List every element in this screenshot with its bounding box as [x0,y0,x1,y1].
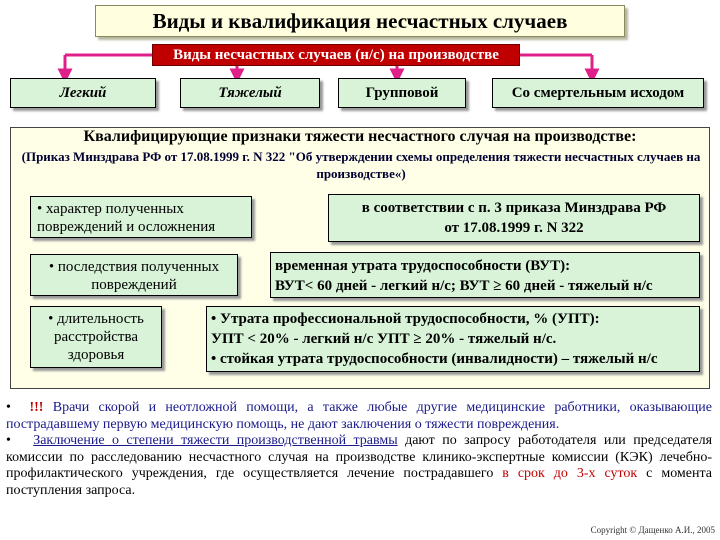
types-header: Виды несчастных случаев (н/с) на производстве [152,44,520,66]
result-line: от 17.08.1999 г. N 322 [444,220,584,236]
note-2-link: Заключение о степени тяжести производственной травмы [33,433,398,448]
criterion-injury-nature-result [328,194,700,242]
note-1-marker: !!! [29,400,44,415]
note-2-end: с момента поступления запроса. [6,466,712,498]
type-fatal: Со смертельным исходом [492,78,704,108]
qualification-title: Квалифицирующие признаки тяжести несчастного случая на производстве: [83,128,637,145]
criterion-duration-result [206,306,700,372]
criterion-consequences-result [270,252,700,298]
criterion-injury-nature: • характер полученных повреждений и осложнения [30,196,252,238]
result-line: • стойкая утрата трудоспособности (инвалидности) – тяжелый н/с [211,351,658,367]
note-2-text: дают по запросу работодателя или председателя комиссии по расследованию несчастного случая на производстве клинико-экспертные комиссии (КЭК) лечебно-профилактического учреждения, где осуществляется лечение пострадавшего [6,433,713,481]
notes-section [6,400,712,522]
type-group: Групповой [338,78,466,108]
result-line: в соответствии с п. 3 приказа Минздрава РФ [361,200,667,216]
result-line: временная утрата трудоспособности (ВУТ): [275,258,571,274]
qualification-subtitle: (Приказ Минздрава РФ от 17.08.1999 г. N 322 "Об утверждении схемы определения тяжести несчастных случаев на производстве«) [21,149,701,181]
criterion-consequences: • последствия полученных повреждений [30,254,238,296]
note-1-text: Врачи скорой и неотложной помощи, а также любые другие медицинские работники, оказывающие пострадавшему первую медицинскую помощь, не дают заключения о тяжести повреждения. [6,400,712,432]
result-line: УПТ < 20% - легкий н/с УПТ ≥ 20% - тяжелый н/с. [211,331,557,347]
criterion-duration: • длительность расстройства здоровья [30,306,162,368]
note-1: • !!! Врачи скорой и неотложной помощи, а также любые другие медицинские работники, оказывающие пострадавшему первую медицинскую помощь, не дают заключения о тяжести повреждения. [6,400,712,432]
note-2-highlight: в срок до 3-х суток [502,466,638,481]
page-title: Виды и квалификация несчастных случаев [95,5,625,37]
result-line: ВУТ< 60 дней - легкий н/с; ВУТ ≥ 60 дней - тяжелый н/с [275,278,653,294]
copyright: Copyright © Дащенко А.И., 2005 [590,525,715,535]
type-severe: Тяжелый [180,78,320,108]
note-2: • Заключение о степени тяжести производственной травмы дают по запросу работодателя или председателя комиссии по расследованию несчастного случая на производстве клинико-экспертные комиссии (КЭК) лечебно-профилактического учреждения, где осуществляется лечение пострадавшего в срок до 3-х суток с момента поступления запроса. [6,433,713,498]
type-light: Легкий [10,78,156,108]
result-line: • Утрата профессиональной трудоспособности, % (УПТ): [211,311,600,327]
